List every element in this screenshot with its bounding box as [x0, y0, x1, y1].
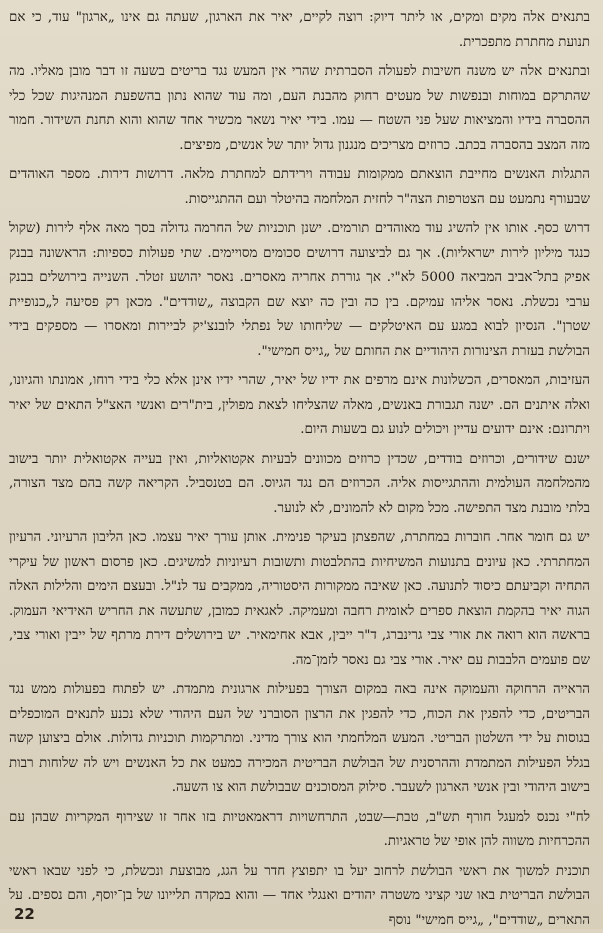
page-number: 22 — [14, 905, 35, 923]
paragraph: בתנאים אלה מקים ומקים, או ליתר דיוק: רוצה לקיים, יאיר את הארגון, שעתה גם אינו „ארגון" עוד, כי אם תנועת מחתרת מתפכרית. — [9, 6, 590, 55]
paragraph: התגלות האנשים מחייבת הוצאתם ממקומות עבודה וירידתם למחתרת מלאה. דרושות דירות. מספר האוהדים שבעורף נתמעט עם הצטרפות הצה"ר לחזית המלחמה בהיטלר ועם ההתגייסות. — [9, 163, 590, 212]
paragraph: דרוש כסף. אותו אין להשיג עוד מאוהדים תורמים. ישנן תוכניות של החרמה גדולה בסך מאה אלף לירות (שקול כנגד מיליון לירות ישראליות). אך גם לביצועה דרושים סכומים מסויימים. שתי פעולות כספיות: הראשונה בבנק אפיק בתל־אביב המביאה 5000 לא"י. אך גוררת אחריה מאסרים. נאסר יהושע זטלר. השנייה בירושלים בבנק ערבי נכשלת. נאסר אליהו עמיקם. בין כה ובין כה יוצא שם הקבוצה „שודדים". מכאן רק פסיעה ל„כנופיית שטרן". הנסיון לבוא במגע עם האיטלקים — שליחותו של נפתלי לובנצ'יק לביירות ומאסרו — מספקים בידי הבולשת בעזרת הצינורות היהודיים את החותם של „גייס חמישי". — [9, 217, 590, 364]
paragraph: לח"י נכנס למעגל חורף תש"ב, טבת—שבט, התרחשויות דראמאטיות בזו אחר זו שצירוף המקריות שבהן עם ההכרחיות משווה להן אופי של טראגיות. — [9, 806, 590, 855]
paragraph: העזיבות, המאסרים, הכשלונות אינם מרפים את ידיו של יאיר, שהרי ידיו אינן אלא כלי בידי רוחו, אמונתו והגיונו, ואלה איתנים הם. ישנה תגבורת באנשים, מאלה שהצליחו לצאת מפולין, בית"רים ואנשי האצ"ל התאים של יאיר ויתרונם: אינם ידועים עדיין ויכולים לנוע גם בשעות היום. — [9, 369, 590, 443]
paragraph: ישנם שידורים, וכרוזים בודדים, שכדין כרוזים מכוונים לבעיות אקטואליות, ואין בעייה אקטואלית יותר בישוב מהמלחמה העולמית וההתגייסות אליה. הכרוזים הם נגד הגיוס. הם בטנסביל. הקריאה קשה בהם מצד הצורה, בלתי מובנת מצד התפישה. מכל מקום לא להמונים, לא לנוער. — [9, 448, 590, 522]
article-body — [9, 6, 590, 933]
paragraph: הראייה הרחוקה והעמוקה אינה באה במקום הצורך בפעילות ארגונית מתמדת. יש לפתוח בפעולות ממש נגד הבריטים, כדי להפגין את הכוח, כדי להפגין את הרצון הסוברני של העם היהודי שלא נכנע לתנאים המוכפלים בגוסות על ידי השלטון הבריטי. המעש המלחמתי הוא צורך מדיני. ומתרקמות תוכניות גדולות. אולם ביצוען קשה בגלל הפעילות המתמדת וההרסנית של הבולשת הבריטית המכירה כמעט את כל האנשים ויש לה שלוחות רבות בישוב היהודי ובין אנשי הארגון לשעבר. סילוק המסוכנים שבבולשת הוא צו השעה. — [9, 678, 590, 801]
paragraph: יש גם חומר אחר. חוברות במחתרת, שהפצתן בעיקר פנימית. אותן עורך יאיר עצמו. כאן הליבון הרעיוני. הרעיון המחתרתי. כאן עיונים בתנועות המשיחיות בהתלבטות ותשובות רעיוניות למשיגים. כאן פרסום ראשון של עיקרי התחיה וקביעתם כיסוד לתנועה. כאן שאיבה ממקורות היסטוריה, ממקבים עד לנ"ל. ובעצם הימים והלילות האלה הגוה יאיר בהקמת הוצאת ספרים לאומית רחבה ומעמיקה. לאגאית כמובן, שתעשה את החריש האידיאי העמוק. בראשה הוא רואה את אורי צבי גרינברג, ד"ר ייבין, אבא אחימאיר. יש בירושלים דירת מרתף של ייבין ואורי צבי, שם פועמים הלבבות עם יאיר. אורי צבי גם נאסר לזמן־מה. — [9, 526, 590, 673]
paragraph: ובתנאים אלה יש משנה חשיבות לפעולה הסברתית שהרי אין המעש נגד בריטים בשעה זו דבר מובן מאליו. מה שהתרקם במוחות ובנפשות של מעטים רחוק מהבנת העם, ומה עוד שהוא נתון בהשפעת המנהיגות שכל כלי ההסברה בידיו והמציאות שעל פני השטח — עמו. בידי יאיר נשאר מכשיר אחד שהוא והוא תחנת השידור. חמור מזה המצב בהסברה בכתב. כרוזים מצריכים מנגנון גדול יותר של אנשים, מפיצים. — [9, 60, 590, 158]
paragraph: תוכנית למשוך את ראשי הבולשת לרחוב יעל בו יתפוצץ חדר על הגג, מבוצעת ונכשלת, כי לפני שבאו ראשי הבולשת הבריטית באו שני קציני משטרה יהודים ואנגלי אחד — והוא במקרה תלייונו של בן־יוסף, והם נספים. על התארים „שודדים", „גייס חמישי" נוסף — [9, 860, 590, 933]
